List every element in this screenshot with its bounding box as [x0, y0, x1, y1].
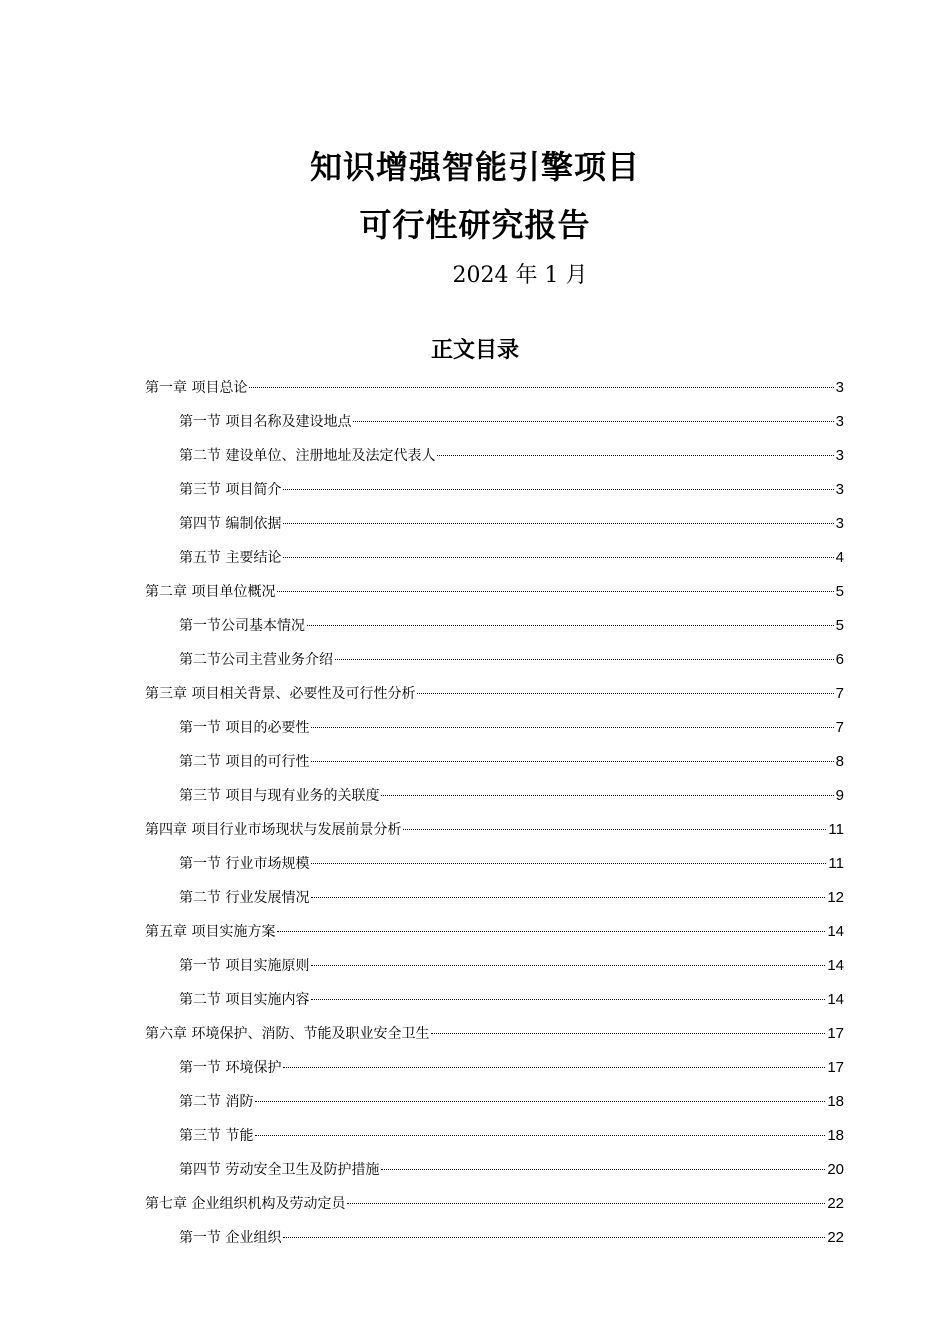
toc-chapter-entry[interactable] [0, 918, 950, 952]
toc-dot-leader [311, 999, 825, 1000]
toc-section-entry[interactable] [0, 850, 950, 884]
toc-dot-leader [283, 1067, 825, 1068]
toc-dot-leader [283, 1237, 825, 1238]
toc-entry-label: 第一节 项目名称及建设地点 [179, 414, 352, 430]
toc-section-entry[interactable] [0, 1088, 950, 1122]
toc-entry-page-number: 8 [835, 753, 844, 770]
table-of-contents [0, 374, 950, 1258]
toc-entry-page-number: 3 [835, 379, 844, 396]
toc-dot-leader [283, 523, 833, 524]
toc-dot-leader [311, 863, 826, 864]
toc-chapter-entry[interactable] [0, 374, 950, 408]
toc-section-entry[interactable] [0, 714, 950, 748]
toc-entry-label: 第一节 企业组织 [179, 1230, 282, 1246]
toc-entry-page-number: 9 [835, 787, 844, 804]
toc-entry-page-number: 22 [827, 1195, 844, 1212]
toc-entry-page-number: 22 [827, 1229, 844, 1246]
toc-entry-label: 第二章 项目单位概况 [145, 584, 276, 600]
toc-dot-leader [403, 829, 826, 830]
toc-section-entry[interactable] [0, 1054, 950, 1088]
toc-entry-label: 第二节 建设单位、注册地址及法定代表人 [179, 448, 436, 464]
toc-dot-leader [255, 1135, 825, 1136]
toc-chapter-entry[interactable] [0, 1190, 950, 1224]
toc-dot-leader [249, 387, 833, 388]
toc-chapter-entry[interactable] [0, 816, 950, 850]
toc-dot-leader [283, 489, 833, 490]
toc-entry-page-number: 6 [835, 651, 844, 668]
toc-dot-leader [307, 625, 834, 626]
toc-dot-leader [277, 931, 825, 932]
toc-dot-leader [283, 557, 833, 558]
toc-entry-label: 第二节 项目实施内容 [179, 992, 310, 1008]
toc-entry-page-number: 5 [835, 583, 844, 600]
toc-dot-leader [417, 693, 833, 694]
toc-dot-leader [311, 965, 825, 966]
toc-entry-page-number: 3 [835, 481, 844, 498]
toc-dot-leader [255, 1101, 825, 1102]
toc-section-entry[interactable] [0, 1224, 950, 1258]
toc-entry-label: 第七章 企业组织机构及劳动定员 [145, 1196, 346, 1212]
toc-section-entry[interactable] [0, 1156, 950, 1190]
document-title-line-2: 可行性研究报告 [359, 206, 591, 244]
toc-entry-label: 第二节 消防 [179, 1094, 254, 1110]
toc-entry-label: 第一节公司基本情况 [179, 618, 305, 634]
toc-entry-label: 第三节 节能 [179, 1128, 254, 1144]
toc-heading: 正文目录 [430, 338, 519, 363]
toc-dot-leader [347, 1203, 825, 1204]
toc-entry-label: 第一节 环境保护 [179, 1060, 282, 1076]
toc-section-entry[interactable] [0, 612, 950, 646]
toc-section-entry[interactable] [0, 646, 950, 680]
toc-section-entry[interactable] [0, 510, 950, 544]
toc-section-entry[interactable] [0, 442, 950, 476]
toc-dot-leader [311, 727, 833, 728]
toc-dot-leader [381, 795, 833, 796]
toc-dot-leader [335, 659, 834, 660]
toc-entry-page-number: 7 [835, 685, 844, 702]
toc-dot-leader [311, 897, 825, 898]
toc-entry-label: 第四章 项目行业市场现状与发展前景分析 [145, 822, 402, 838]
toc-entry-label: 第一章 项目总论 [145, 380, 248, 396]
toc-entry-page-number: 7 [835, 719, 844, 736]
toc-section-entry[interactable] [0, 986, 950, 1020]
toc-dot-leader [437, 455, 833, 456]
toc-entry-page-number: 12 [827, 889, 844, 906]
toc-section-entry[interactable] [0, 952, 950, 986]
toc-entry-label: 第六章 环境保护、消防、节能及职业安全卫生 [145, 1026, 430, 1042]
toc-entry-page-number: 3 [835, 413, 844, 430]
toc-dot-leader [353, 421, 833, 422]
toc-entry-page-number: 18 [827, 1127, 844, 1144]
toc-entry-page-number: 3 [835, 515, 844, 532]
toc-section-entry[interactable] [0, 408, 950, 442]
toc-entry-label: 第一节 项目实施原则 [179, 958, 310, 974]
toc-entry-label: 第二节 行业发展情况 [179, 890, 310, 906]
toc-section-entry[interactable] [0, 782, 950, 816]
toc-entry-page-number: 11 [828, 821, 844, 838]
toc-section-entry[interactable] [0, 748, 950, 782]
toc-entry-page-number: 14 [827, 923, 844, 940]
toc-entry-label: 第三章 项目相关背景、必要性及可行性分析 [145, 686, 416, 702]
toc-section-entry[interactable] [0, 476, 950, 510]
toc-entry-label: 第五节 主要结论 [179, 550, 282, 566]
toc-entry-page-number: 20 [827, 1161, 844, 1178]
toc-dot-leader [277, 591, 833, 592]
toc-section-entry[interactable] [0, 544, 950, 578]
toc-entry-label: 第三节 项目简介 [179, 482, 282, 498]
toc-dot-leader [311, 761, 833, 762]
toc-entry-page-number: 14 [827, 991, 844, 1008]
toc-entry-page-number: 18 [827, 1093, 844, 1110]
toc-entry-label: 第一节 项目的必要性 [179, 720, 310, 736]
document-date: 2024 年 1 月 [452, 263, 588, 288]
toc-chapter-entry[interactable] [0, 680, 950, 714]
document-title-line-1: 知识增强智能引擎项目 [309, 148, 640, 186]
toc-entry-label: 第四节 编制依据 [179, 516, 282, 532]
toc-entry-page-number: 17 [827, 1025, 844, 1042]
toc-entry-label: 第一节 行业市场规模 [179, 856, 310, 872]
toc-entry-label: 第二节公司主营业务介绍 [179, 652, 333, 668]
toc-chapter-entry[interactable] [0, 578, 950, 612]
toc-entry-page-number: 3 [835, 447, 844, 464]
toc-entry-page-number: 4 [835, 549, 844, 566]
toc-entry-label: 第二节 项目的可行性 [179, 754, 310, 770]
toc-entry-page-number: 17 [827, 1059, 844, 1076]
toc-section-entry[interactable] [0, 884, 950, 918]
toc-dot-leader [381, 1169, 825, 1170]
toc-entry-label: 第五章 项目实施方案 [145, 924, 276, 940]
toc-entry-page-number: 11 [828, 855, 844, 872]
toc-dot-leader [431, 1033, 825, 1034]
toc-entry-page-number: 14 [827, 957, 844, 974]
toc-entry-page-number: 5 [835, 617, 844, 634]
toc-entry-label: 第三节 项目与现有业务的关联度 [179, 788, 380, 804]
toc-chapter-entry[interactable] [0, 1020, 950, 1054]
toc-section-entry[interactable] [0, 1122, 950, 1156]
toc-entry-label: 第四节 劳动安全卫生及防护措施 [179, 1162, 380, 1178]
